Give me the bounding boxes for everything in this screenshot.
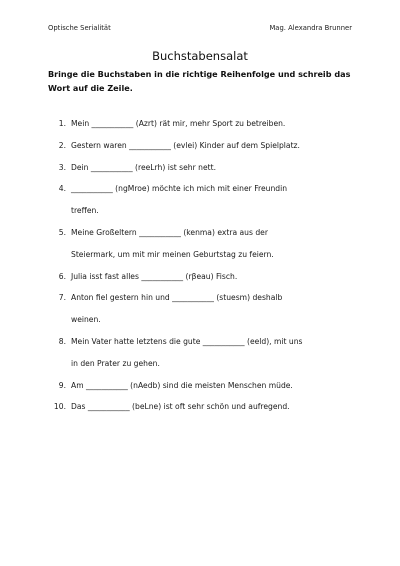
task-line-1: Dein ___________ (reeLrh) ist sehr nett. — [71, 162, 216, 172]
task-number: 7. — [58, 293, 66, 303]
task-item — [48, 375, 360, 397]
header-subject: Optische Serialität — [48, 24, 111, 32]
task-item — [48, 396, 360, 418]
task-item — [48, 287, 360, 331]
task-line-1: Anton fiel gestern hin und ___________ (stuesm) deshalb — [71, 293, 283, 303]
task-number: 3. — [58, 162, 66, 172]
task-item — [48, 135, 360, 157]
task-number: 10. — [53, 402, 66, 412]
task-line-2: treffen. — [71, 206, 99, 216]
task-line-2: weinen. — [71, 315, 101, 325]
task-number: 8. — [58, 336, 66, 346]
task-number: 9. — [58, 380, 66, 390]
task-number: 2. — [58, 140, 66, 150]
page-title: Buchstabensalat — [152, 49, 248, 63]
task-item — [48, 222, 360, 266]
task-line-1: Mein ___________ (Azrt) rät mir, mehr Sport zu betreiben. — [71, 119, 286, 128]
task-line-2: in den Prater zu gehen. — [71, 358, 160, 368]
task-line-1: Gestern waren ___________ (evlei) Kinder auf dem Spielplatz. — [71, 140, 300, 150]
task-line-1: ___________ (ngMroe) möchte ich mich mit einer Freundin — [71, 184, 288, 194]
task-line-1: Am ___________ (nAedb) sind die meisten Menschen müde. — [71, 380, 293, 390]
task-item — [48, 178, 360, 222]
task-line-1: Mein Vater hatte letztens die gute ___________ (eeld), mit uns — [71, 336, 303, 346]
task-line-1: Das ___________ (beLne) ist oft sehr schön und aufregend. — [71, 402, 290, 412]
task-number: 6. — [58, 271, 66, 281]
instruction-text: Bringe die Buchstaben in die richtige Reihenfolge und schreib das Wort auf die Zeile. — [48, 69, 351, 93]
task-list — [48, 113, 360, 418]
task-item — [48, 266, 360, 288]
task-number: 4. — [58, 184, 66, 194]
task-line-2: Steiermark, um mit mir meinen Geburtstag zu feiern. — [71, 249, 274, 259]
task-item — [48, 157, 360, 179]
header-author: Mag. Alexandra Brunner — [269, 24, 352, 32]
task-item — [48, 331, 360, 375]
task-item — [48, 113, 360, 135]
task-line-1: Meine Großeltern ___________ (kenma) extra aus der — [71, 227, 268, 237]
task-number: 1. — [58, 119, 66, 128]
task-line-1: Julia isst fast alles ___________ (rβeau) Fisch. — [71, 271, 238, 281]
task-number: 5. — [58, 227, 66, 237]
